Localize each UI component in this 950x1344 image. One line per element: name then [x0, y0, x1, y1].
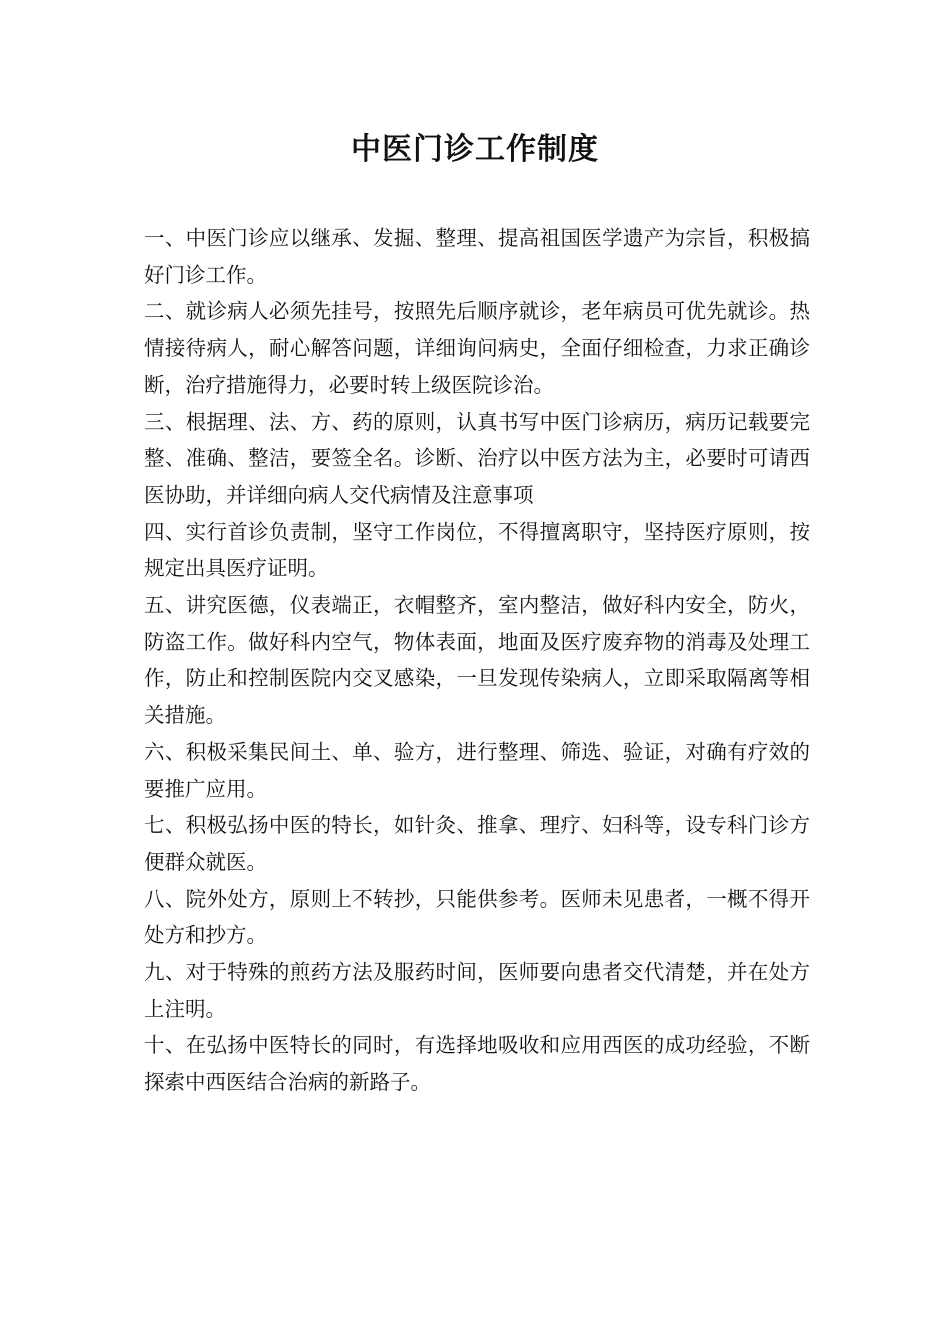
- rule-paragraph-6: 六、积极采集民间土、单、验方，进行整理、筛选、验证，对确有疗效的要推广应用。: [144, 739, 810, 801]
- document-title: 中医门诊工作制度: [351, 132, 599, 167]
- rule-paragraph-5: 五、讲究医德，仪表端正，衣帽整齐，室内整洁，做好科内安全，防火，防盗工作。做好科内空气，物体表面，地面及医疗废弃物的消毒及处理工作，防止和控制医院内交叉感染，一旦发现传染病人，立即采取隔离等相关措施。: [144, 593, 810, 728]
- rule-paragraph-10: 十、在弘扬中医特长的同时，有选择地吸收和应用西医的成功经验，不断探索中西医结合治病的新路子。: [144, 1033, 810, 1095]
- rule-paragraph-8: 八、院外处方，原则上不转抄，只能供参考。医师未见患者，一概不得开处方和抄方。: [144, 886, 810, 948]
- document-body: [144, 220, 810, 1101]
- rule-paragraph-1: 一、中医门诊应以继承、发掘、整理、提高祖国医学遗产为宗旨，积极搞好门诊工作。: [144, 226, 810, 287]
- rule-paragraph-4: 四、实行首诊负责制，坚守工作岗位，不得擅离职守，坚持医疗原则，按规定出具医疗证明。: [144, 519, 810, 581]
- rule-paragraph-7: 七、积极弘扬中医的特长，如针灸、推拿、理疗、妇科等，设专科门诊方便群众就医。: [144, 813, 810, 874]
- rule-paragraph-2: 二、就诊病人必须先挂号，按照先后顺序就诊，老年病员可优先就诊。热情接待病人，耐心解答问题，详细询问病史，全面仔细检查，力求正确诊断，治疗措施得力，必要时转上级医院诊治。: [144, 299, 810, 397]
- rule-paragraph-9: 九、对于特殊的煎药方法及服药时间，医师要向患者交代清楚，并在处方上注明。: [144, 960, 810, 1021]
- rule-paragraph-3: 三、根据理、法、方、药的原则，认真书写中医门诊病历，病历记载要完整、准确、整洁，要签全名。诊断、治疗以中医方法为主，必要时可请西医协助，并详细向病人交代病情及注意事项: [144, 409, 810, 507]
